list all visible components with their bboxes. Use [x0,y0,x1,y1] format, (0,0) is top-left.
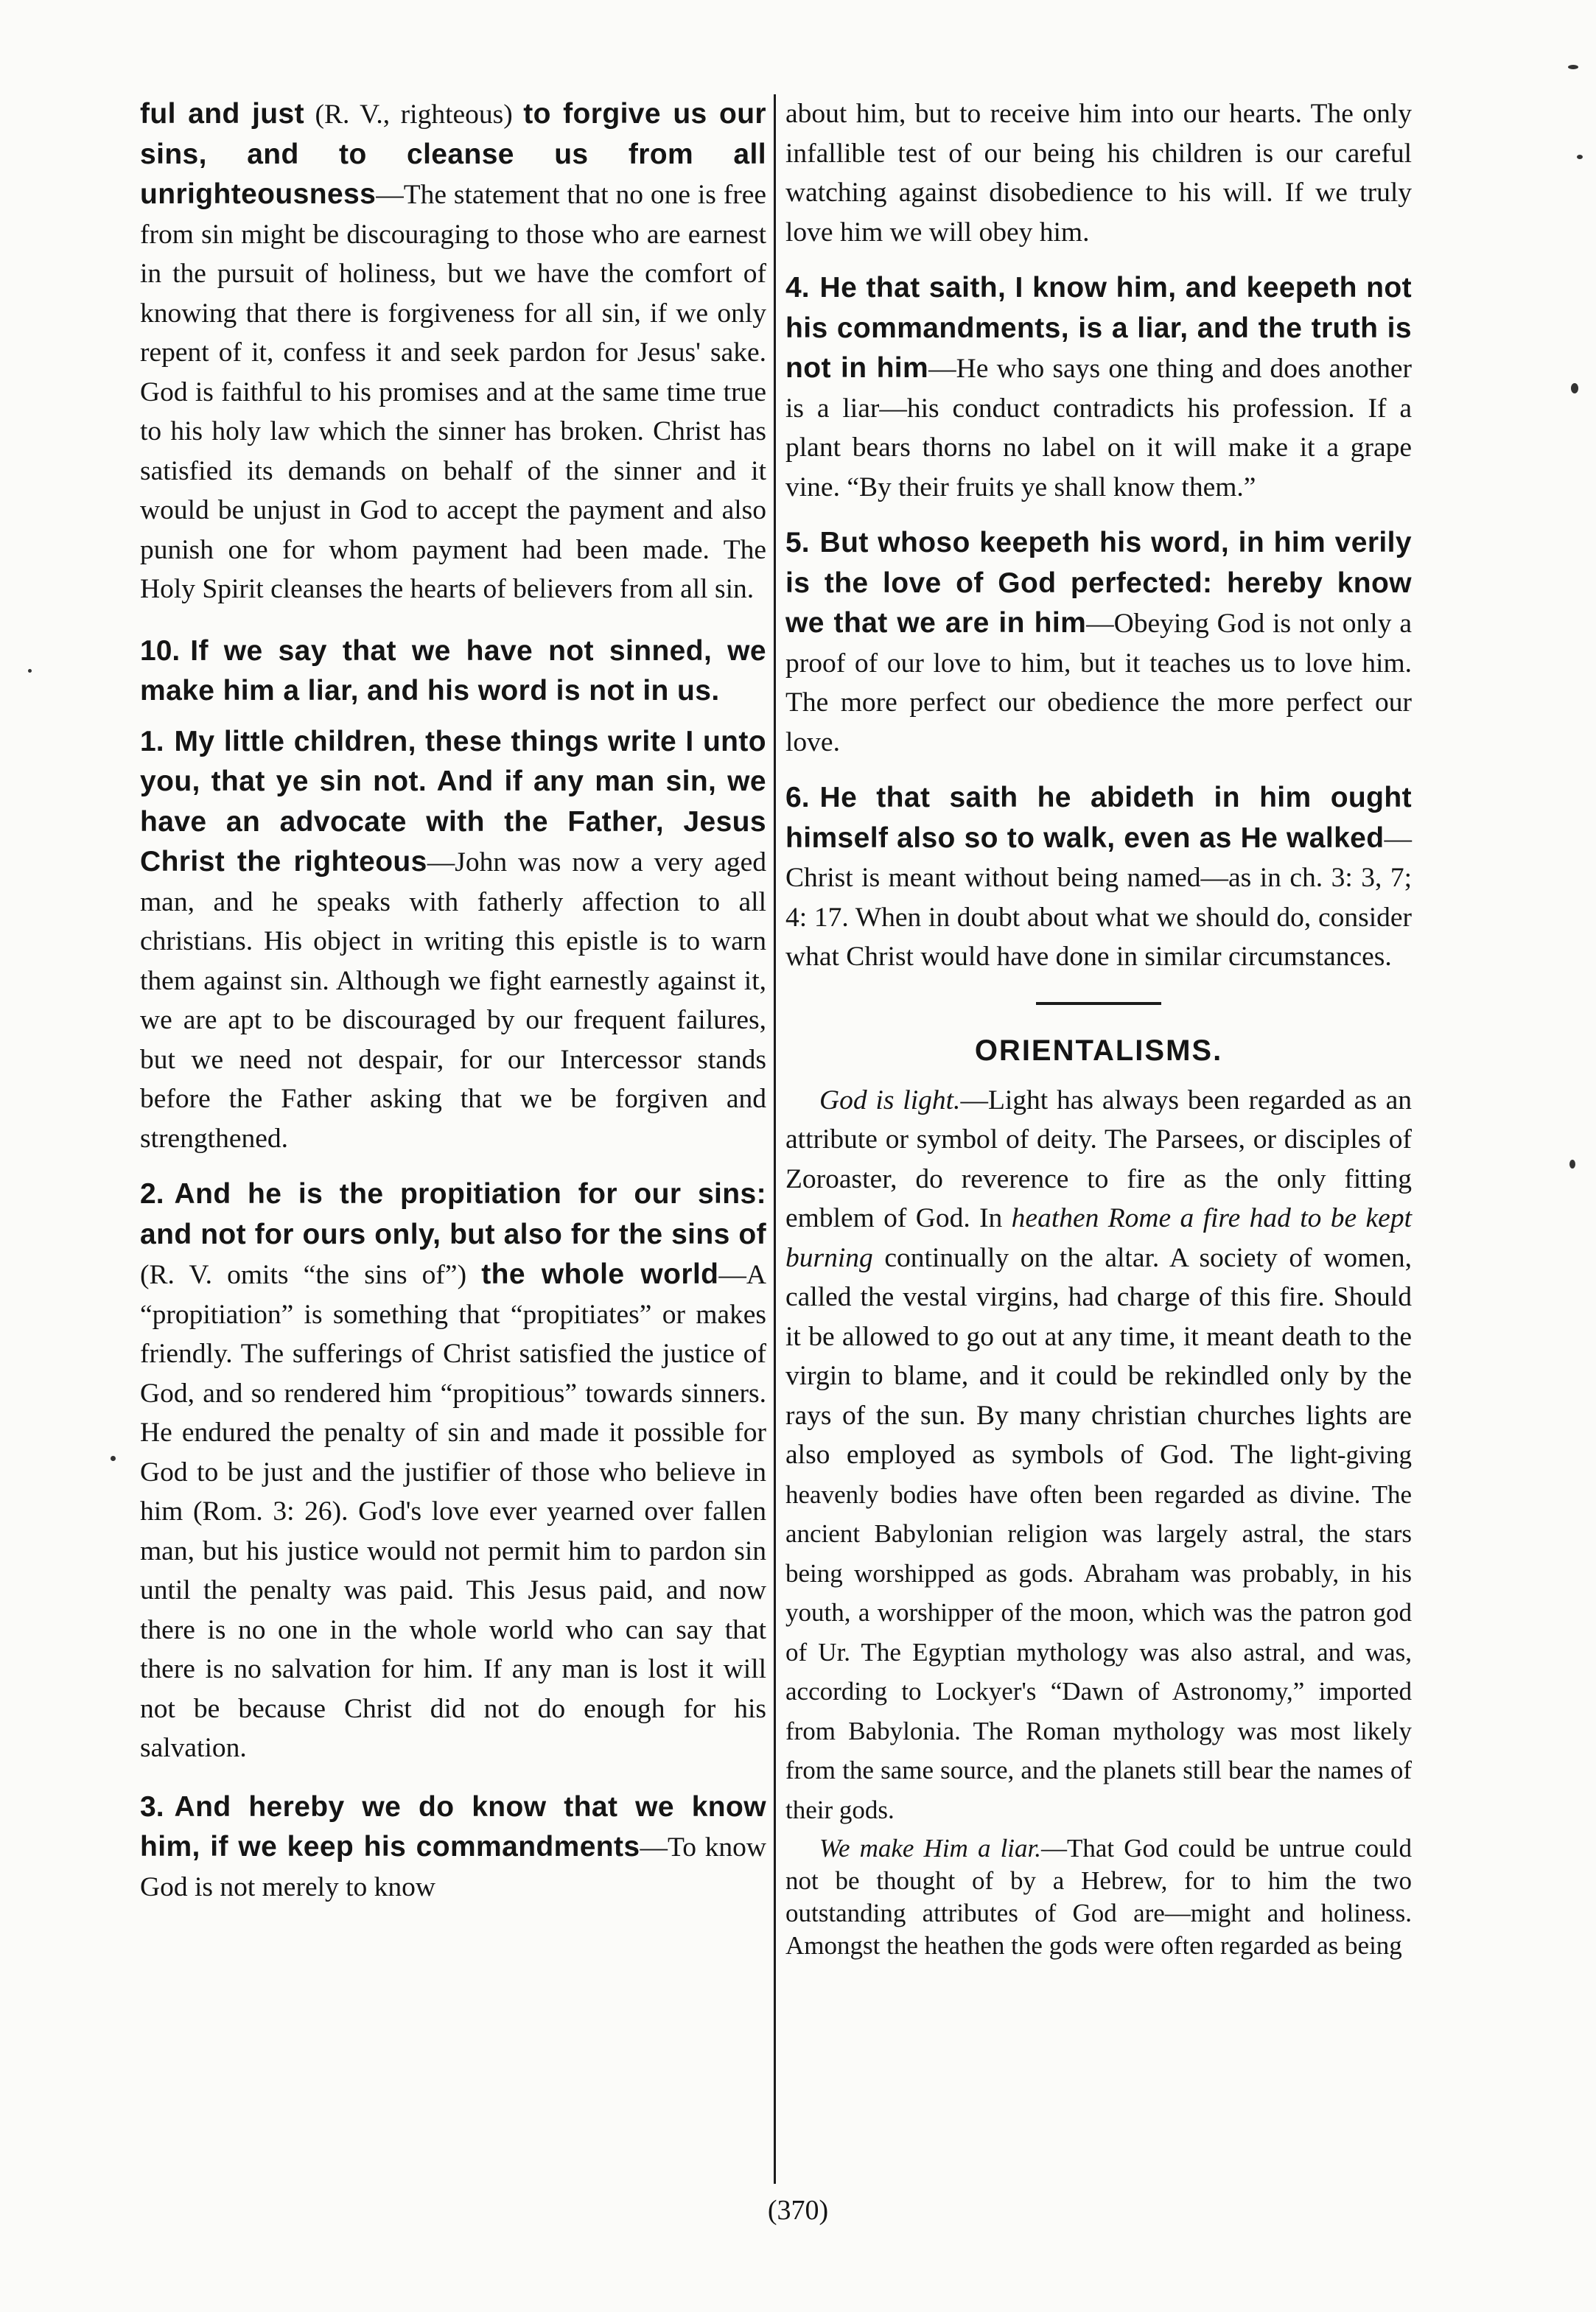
verse-text: But whoso keepeth his word, in him verily is the love of God perfected: hereby know we that we are in him [785,527,1412,639]
continuation-paragraph [785,94,1412,252]
verse-paragraph [140,1174,766,1768]
orientalism-italic-text: heathen Rome a fire had to be kept burning [785,1203,1412,1273]
commentary-text: —To know God is not merely to know [140,1832,766,1902]
section-heading: ORIENTALISMS. [974,1034,1223,1067]
verse-paragraph [140,722,766,1159]
column-divider [774,94,776,2184]
page-number: (370) [767,2195,829,2226]
scan-speck [1577,155,1583,159]
commentary-text: —A “propitiation” is something that “propitiates” or makes friendly. The sufferings of Christ satisfied the justice of God, and so rendered him “propitious” towards sinners. He endured the penalty of sin and made it possible for God to be just and the justifier of those who believe in him (Rom. 3: 26). God's love ever yearned over fallen man, but his justice would not permit him to pardon sin until the penalty was paid. This Jesus paid, and now there is no one in the whole world who can say that there is no salvation for him. If any man is lost it will not be because Christ did not do enough for his salvation. [140,1260,766,1763]
lead-text: to forgive us our sins, and to cleanse us from all unrighteousness [140,98,767,210]
orientalism-paragraph [785,1832,1412,1962]
verse-paragraph [785,523,1412,762]
verse-paragraph [140,1787,766,1908]
lead-text: ful and just [140,98,305,130]
verse-number: 2. [140,1178,164,1210]
orientalism-title: We make Him a liar. [819,1834,1042,1863]
verse-paragraph [785,268,1412,507]
verse-paragraph [785,778,1412,977]
section-divider [1036,1002,1161,1005]
scan-speck [111,1456,116,1461]
continuation-paragraph [140,94,766,609]
verse-text: the whole world [481,1258,719,1290]
orientalism-small-text: light-giving heavenly bodies have often been regarded as divine. The ancient Babylonian religion was largely astral, the stars being worshipped as gods. Abraham was probably, in his youth, a worshipper of the moon, which was the patron god of Ur. The Egyptian mythology was also astral, and was, according to Lockyer's “Dawn of Astronomy,” imported from Babylonia. The Roman mythology was most likely from the same source, and the planets still bear the names of their gods. [785,1440,1412,1824]
verse-number: 10. [140,634,181,667]
orientalism-text: —That God could be untrue could not be thought of by a Hebrew, for to him the two outstanding attributes of God are—might and holiness. Amongst the heathen the gods were often regarded as being [785,1834,1412,1960]
scan-speck [28,669,32,673]
version-note: (R. V., righteous) [304,99,524,130]
verse-text: He that saith, I know him, and keepeth not his commandments, is a liar, and the truth is not in him [785,272,1412,384]
commentary-text: about him, but to receive him into our hearts. The only infallible test of our being his children is our careful watching against disobedience to his will. If we truly love him we will obey him. [785,99,1412,248]
verse-number: 6. [785,782,810,813]
verse-text: If we say that we have not sinned, we make him a liar, and his word is not in us. [140,634,766,707]
verse-paragraph [140,631,766,712]
verse-text: My little children, these things write I unto you, that ye sin not. And if any man sin, we have an advocate with the Father, Jesus Christ the righteous [140,725,766,877]
commentary-text: —Christ is meant without being named—as in ch. 3: 3, 7; 4: 17. When in doubt about what we should do, consider what Christ would have done in similar circumstances. [785,823,1412,972]
orientalism-text: continually on the altar. A society of women, called the vestal virgins, had charge of this fire. Should it be allowed to go out at any time, it meant death to the virgin to blame, and it could be rekindled only by the rays of the sun. By many christian churches lights are also employed as symbols of God. The [785,1242,1412,1470]
verse-number: 5. [785,527,810,558]
orientalism-text: —Light has always been regarded as an attribute or symbol of deity. The Parsees, or disciples of Zoroaster, do reverence to fire as the only fitting emblem of God. In [785,1085,1412,1233]
left-column [140,94,766,1907]
version-note: (R. V. omits “the sins of”) [140,1260,482,1290]
verse-text: He that saith he abideth in him ought himself also so to walk, even as He walked [785,782,1412,854]
verse-text: And hereby we do know that we know him, if we keep his commandments [140,1790,766,1863]
verse-text: And he is the propitiation for our sins: and not for ours only, but also for the sins of [140,1178,766,1250]
verse-number: 4. [785,272,810,304]
verse-number: 3. [140,1790,164,1823]
scan-speck [1569,1160,1575,1169]
commentary-text: —John was now a very aged man, and he speaks with fatherly affection to all christians. His object in writing this epistle is to warn them against sin. Although we fight earnestly against it, we are apt to be discouraged by our frequent failures, but we need not despair, for our Intercessor stands before the Father asking that we be forgiven and strengthened. [140,847,766,1154]
commentary-text: —He who says one thing and does another is a liar—his conduct contradicts his profession. If a plant bears thorns no label on it will make it a grape vine. “By their fruits ye shall know them.” [785,354,1412,502]
right-column [785,94,1412,1962]
verse-number: 1. [140,725,164,757]
commentary-text: —Obeying God is not only a proof of our love to him, but it teaches us to love him. The more perfect our obedience the more perfect our love. [785,609,1412,757]
orientalism-paragraph [785,1081,1412,1830]
scan-speck [1568,65,1578,69]
commentary-text: —The statement that no one is free from sin might be discouraging to those who are earnest in the pursuit of holiness, but we have the comfort of knowing that there is forgiveness for all sin, if we only repent of it, confess it and seek pardon for Jesus' sake. God is faithful to his promises and at the same time true to his holy law which the sinner has broken. Christ has satisfied its demands on behalf of the sinner and it would be unjust in God to accept the payment and also punish one for whom payment had been made. The Holy Spirit cleanses the hearts of believers from all sin. [140,180,766,604]
scan-speck [1571,383,1578,393]
orientalism-title: God is light. [819,1085,961,1115]
